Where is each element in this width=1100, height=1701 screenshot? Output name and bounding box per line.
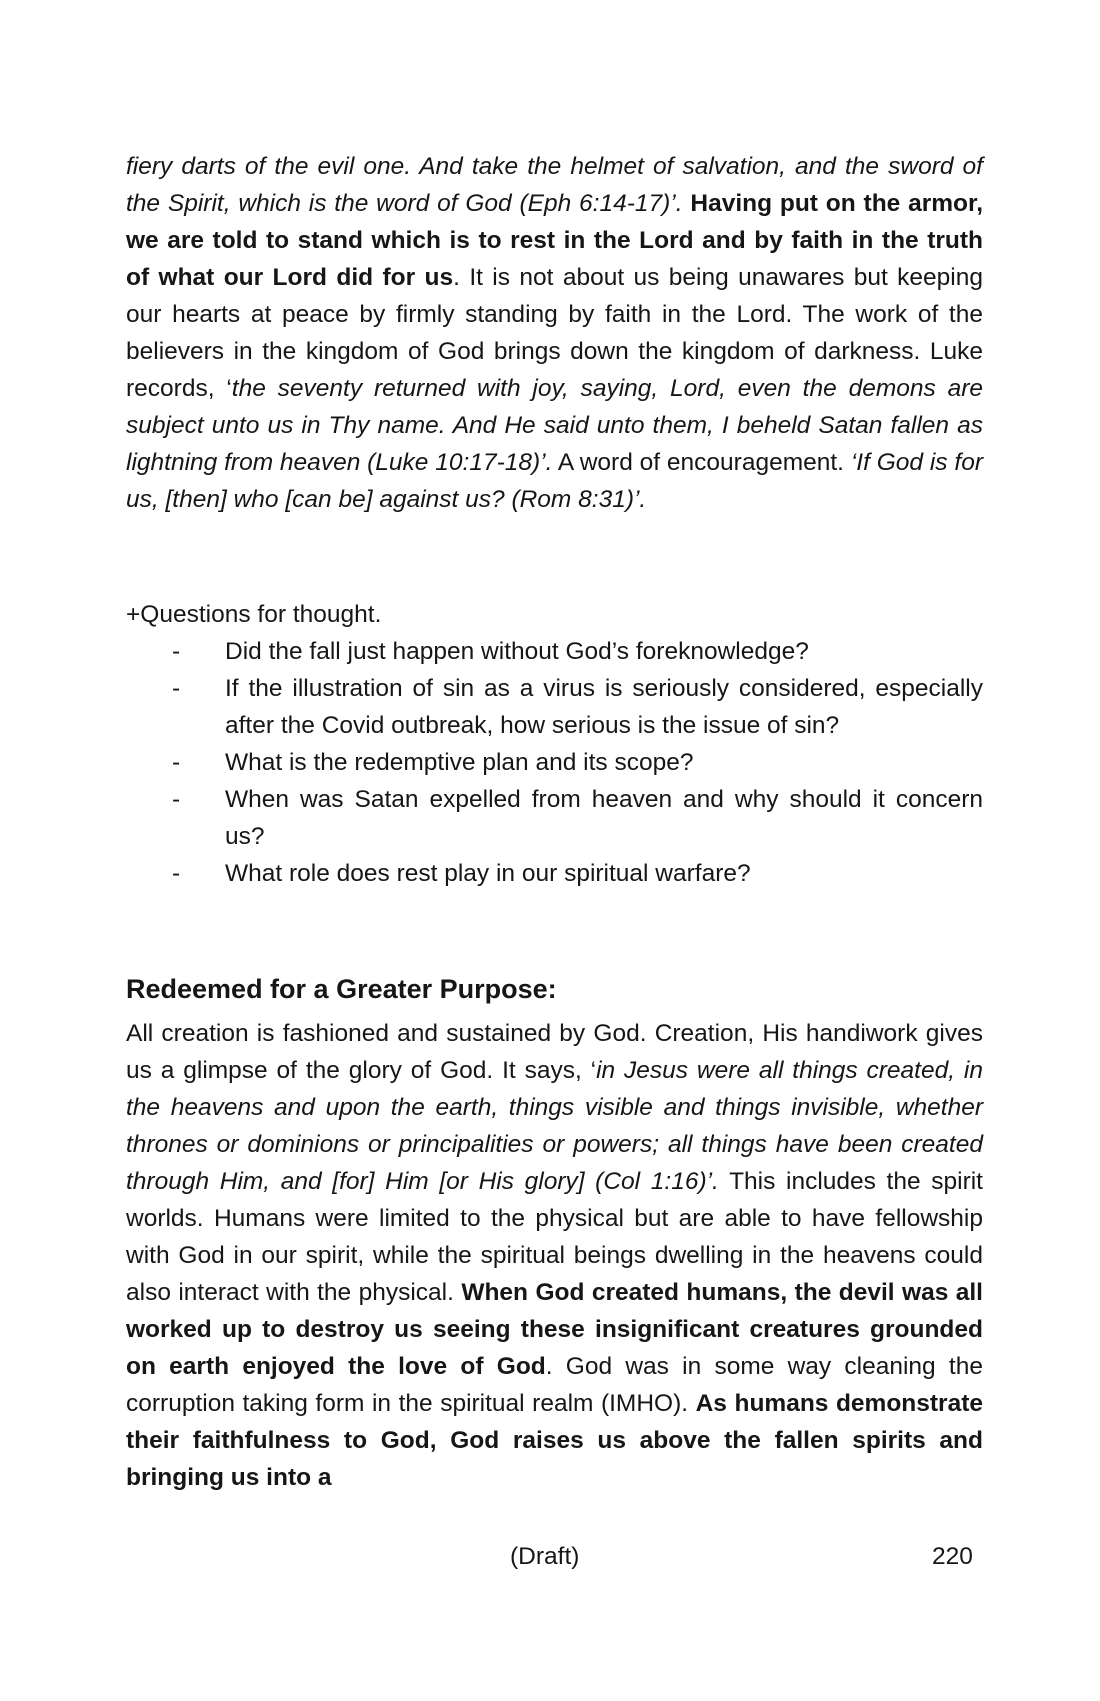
list-item: [126, 670, 983, 744]
list-dash: -: [172, 638, 181, 665]
questions-heading: +Questions for thought.: [126, 601, 382, 628]
emphasis-stand-in-lord: Having put on the armor, we are told to stand which is to rest in the Lord and by faith in the truth of what our Lord did for us: [126, 190, 984, 291]
list-dash: -: [172, 749, 181, 776]
section-heading: Redeemed for a Greater Purpose:: [126, 974, 557, 1004]
list-item: [126, 744, 983, 781]
question-text: What role does rest play in our spiritual warfare?: [225, 860, 751, 887]
emphasis-faithfulness: As humans demonstrate their faithfulness to God, God raises us above the fallen spirits and bringing us into a: [126, 1390, 983, 1491]
list-item: [126, 633, 983, 670]
question-text: If the illustration of sin as a virus is seriously considered, especially after the Covid outbreak, how serious is the issue of sin?: [225, 675, 983, 739]
scripture-quote-ephesians: fiery darts of the evil one. And take the helmet of salvation, and the sword of the Spirit, which is the word of God (Eph 6:14-17)’.: [126, 153, 983, 217]
scripture-quote-romans: ‘If God is for us, [then] who [can be] against us? (Rom 8:31)’.: [126, 449, 983, 513]
emphasis-devil-worked-up: When God created humans, the devil was all worked up to destroy us seeing these insignificant creatures grounded on earth enjoyed the love of God: [126, 1279, 983, 1380]
list-item: [126, 781, 983, 855]
question-text: Did the fall just happen without God’s foreknowledge?: [225, 638, 809, 665]
body-text: All creation is fashioned and sustained by God. Creation, His handiwork gives us a glimpse of the glory of God. It says, ‘: [126, 1020, 983, 1084]
question-text: What is the redemptive plan and its scope?: [225, 749, 694, 776]
list-dash: -: [172, 675, 181, 702]
list-dash: -: [172, 860, 181, 887]
paragraph-redeemed: [126, 1015, 983, 1496]
questions-list: [126, 633, 983, 892]
question-text: When was Satan expelled from heaven and why should it concern us?: [225, 786, 983, 850]
paragraph-armor: [126, 148, 983, 518]
body-text: . God was in some way cleaning the corruption taking form in the spiritual realm (IMHO).: [126, 1353, 983, 1417]
scripture-quote-colossians: in Jesus were all things created, in the heavens and upon the earth, things visible and things invisible, whether thrones or dominions or principalities or powers; all things have been created through Him, and [for] Him [or His glory] (Col 1:16)’.: [126, 1057, 983, 1195]
scripture-quote-luke: the seventy returned with joy, saying, Lord, even the demons are subject unto us in Thy name. And He said unto them, I beheld Satan fallen as lightning from heaven (Luke 10:17-18)’.: [126, 375, 983, 476]
body-text: A word of encouragement.: [552, 449, 851, 476]
body-text: This includes the spirit worlds. Humans were limited to the physical but are able to have fellowship with God in our spirit, while the spiritual beings dwelling in the heavens could also interact with the physical.: [126, 1168, 983, 1306]
page-number: 220: [932, 1543, 973, 1570]
questions-section: [126, 596, 983, 892]
list-dash: -: [172, 786, 181, 813]
list-item: [126, 855, 983, 892]
body-text: . It is not about us being unawares but keeping our hearts at peace by firmly standing by faith in the Lord. The work of the believers in the kingdom of God brings down the kingdom of darkness. Luke records, ‘: [126, 264, 983, 402]
footer-draft-label: (Draft): [510, 1543, 580, 1570]
